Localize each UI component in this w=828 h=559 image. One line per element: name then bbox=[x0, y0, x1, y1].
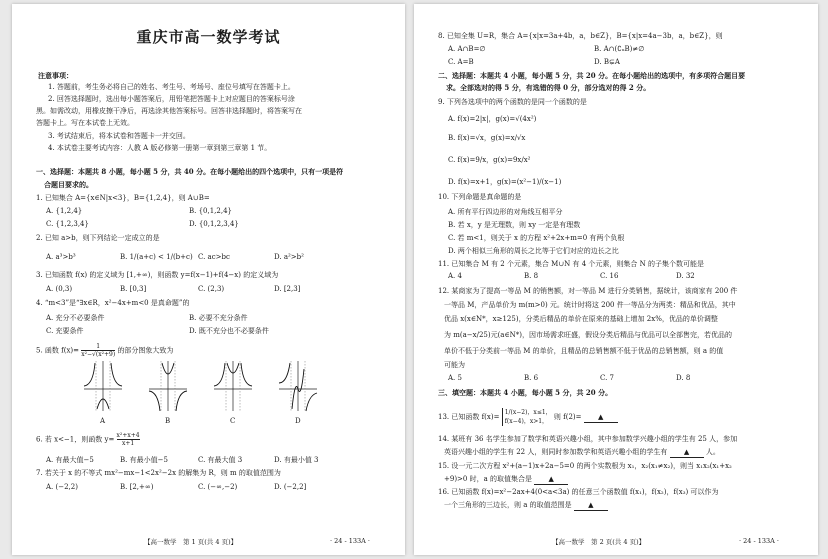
q7-option-a: A. (−2,2) bbox=[46, 483, 78, 491]
q3-option-b: B. [0,3] bbox=[120, 285, 147, 293]
section-1-heading: 一、选择题：本题共 8 小题，每小题 5 分，共 40 分。在每小题给出的四个选项中，只有一项是符 bbox=[36, 167, 344, 176]
q2-stem: 2. 已知 a>b，则下列结论一定成立的是 bbox=[36, 234, 160, 242]
q1-stem: 1. 已知集合 A={x∈N|x<3}，B={1,2,4}，则 A∪B= bbox=[36, 194, 210, 202]
page-2-footer: 【高一数学 第 2 页(共 4 页)】 bbox=[552, 538, 646, 546]
q7-stem: 7. 若关于 x 的不等式 mx²−mx−1<2x²−2x 的解集为 R，则 m 的取值范围为 bbox=[36, 469, 281, 477]
q1-option-c: C. {1,2,3,4} bbox=[46, 220, 89, 228]
q9-option-a: A. f(x)=2|x|，g(x)=√(4x²) bbox=[448, 115, 537, 123]
q13-piece-1: 1/(x−2)，x≤1， bbox=[504, 409, 552, 416]
q11-option-c: C. 16 bbox=[600, 272, 619, 280]
q6-stem-prefix: 6. 若 x<−1，则函数 y= bbox=[36, 435, 115, 444]
notice-heading: 注意事项： bbox=[38, 71, 73, 80]
q2-option-a: A. a³>b³ bbox=[46, 253, 76, 261]
q4-option-d: D. 既不充分也不必要条件 bbox=[189, 327, 269, 335]
notice-line: 4. 本试卷主要考试内容：人教 A 版必修第一册第一章到第三章第 1 节。 bbox=[48, 144, 272, 152]
q3-option-a: A. (0,3) bbox=[46, 285, 73, 293]
q9-option-d: D. f(x)=x+1，g(x)=(x²−1)/(x−1) bbox=[448, 178, 562, 186]
q13-piece-2: f(x−4)，x>1， bbox=[504, 418, 549, 425]
q14-tail: 人。 bbox=[705, 448, 720, 456]
q3-option-c: C. (2,3) bbox=[198, 285, 225, 293]
q6-fraction bbox=[117, 432, 140, 447]
notice-line: 1. 答题前，考生务必将自己的姓名、考生号、考场号、座位号填写在答题卡上。 bbox=[48, 83, 295, 91]
q5-frac-num: 1 bbox=[81, 343, 115, 351]
q6-frac-num: x²+x+4 bbox=[116, 432, 140, 439]
q12-line: 可能为 bbox=[444, 361, 465, 369]
q5-stem-prefix: 5. 函数 f(x)= bbox=[36, 346, 79, 355]
q13-stem-suffix: 则 f(2)= bbox=[553, 413, 582, 421]
q2-option-d: D. a²>b² bbox=[274, 253, 304, 261]
q4-option-b: B. 必要不充分条件 bbox=[189, 314, 248, 322]
q6-option-a: A. 有最大值−5 bbox=[46, 456, 94, 464]
q15-line-2-text: +9)>0 时，a 的取值集合是 bbox=[444, 475, 532, 483]
q13-stem-prefix: 13. 已知函数 f(x)= bbox=[438, 413, 500, 421]
q6-stem bbox=[36, 432, 140, 447]
q6-option-c: C. 有最大值 3 bbox=[198, 456, 243, 464]
q6-option-b: B. 有最小值−5 bbox=[120, 456, 168, 464]
section-2-heading-cont: 求。全部选对的得 5 分，有选错的得 0 分，部分选对的得 2 分。 bbox=[446, 83, 651, 92]
q14-line-2 bbox=[444, 448, 720, 458]
q11-stem: 11. 已知集合 M 有 2 个元素，集合 M∪N 有 4 个元素，则集合 N 的子集个数可能是 bbox=[438, 260, 704, 268]
q14-line-2-text: 英语兴趣小组的学生有 22 人，则同时参加数学和英语兴趣小组的学生有 bbox=[444, 448, 668, 456]
q1-option-b: B. {0,1,2,4} bbox=[189, 207, 232, 215]
exam-page-2 bbox=[414, 4, 818, 555]
q9-option-b: B. f(x)=√x，g(x)=x/√x bbox=[448, 134, 526, 142]
section-1-heading-cont: 合题目要求的。 bbox=[44, 180, 93, 189]
q11-option-b: B. 8 bbox=[524, 272, 539, 280]
q13-stem bbox=[438, 408, 618, 426]
q5-graph-label-b: B bbox=[165, 417, 171, 425]
q2-option-c: C. ac>bc bbox=[198, 253, 230, 261]
q5-frac-den: x²−√(x²+9) bbox=[81, 351, 116, 358]
notice-line: 答题卡上。写在本试卷上无效。 bbox=[36, 119, 134, 127]
q12-option-d: D. 8 bbox=[676, 374, 691, 382]
q9-stem: 9. 下列各选项中的两个函数的是同一个函数的是 bbox=[438, 98, 587, 106]
q12-line: 12. 某商家为了提高一等品 M 的销售额，对一等品 M 进行分类销售，据统计，该商家有 200 件 bbox=[438, 287, 738, 295]
q6-option-d: D. 有最小值 3 bbox=[274, 456, 319, 464]
exam-title: 重庆市高一数学考试 bbox=[136, 28, 281, 46]
q14-line: 14. 某班有 36 名学生参加了数学和英语兴趣小组，其中参加数学兴趣小组的学生有 25 人，参加 bbox=[438, 435, 738, 443]
q16-line: 16. 已知函数 f(x)=x²−2ax+4(0<a<3a) 的任意三个函数值 f(x₁)，f(x₂)，f(x₃) 可以作为 bbox=[438, 488, 719, 496]
q7-option-d: D. (−2,2] bbox=[274, 483, 307, 491]
section-2-heading: 二、选择题：本题共 4 小题，每小题 5 分，共 20 分。在每小题给出的选项中，有多项符合题目要 bbox=[438, 71, 746, 80]
notice-line: 2. 回答选择题时，选出每小题答案后，用铅笔把答题卡上对应题目的答案标号涂 bbox=[48, 95, 295, 103]
q16-answer-blank: ▲ bbox=[574, 501, 608, 511]
q5-stem bbox=[36, 343, 173, 358]
q15-line-2 bbox=[444, 475, 568, 485]
section-3-heading: 三、填空题：本题共 4 小题，每小题 5 分，共 20 分。 bbox=[438, 388, 613, 397]
q4-option-c: C. 充要条件 bbox=[46, 327, 84, 335]
q2-option-b: B. 1/(a+c) < 1/(b+c) bbox=[120, 253, 193, 261]
q5-graph-c bbox=[212, 359, 254, 413]
q8-option-a: A. A∩B=∅ bbox=[448, 45, 486, 53]
q5-graph-a bbox=[82, 359, 124, 413]
q4-stem: 4. “m<3”是“∃x∈R，x²−4x+m<0 是真命题”的 bbox=[36, 299, 190, 307]
q8-option-c: C. A=B bbox=[448, 58, 474, 66]
q8-stem: 8. 已知全集 U=R，集合 A={x|x=3a+4b，a，b∈Z}，B={x|x=4a−3b，a，b∈Z}，则 bbox=[438, 32, 723, 40]
page-1-footer: 【高一数学 第 1 页(共 4 页)】 bbox=[144, 538, 238, 546]
q5-graph-label-c: C bbox=[230, 417, 236, 425]
q1-option-d: D. {0,1,2,3,4} bbox=[189, 220, 239, 228]
q13-piecewise bbox=[502, 408, 552, 426]
q5-graph-label-d: D bbox=[295, 417, 301, 425]
q12-option-c: C. 7 bbox=[600, 374, 615, 382]
exam-page-1 bbox=[12, 4, 405, 555]
q10-option-d: D. 两个相似三角形的周长之比等于它们对应的边长之比 bbox=[448, 247, 619, 255]
q12-line: 一等品 M，产品单价为 m(m>0) 元。统计时将这 200 件一等品分为两类：精品和优品，其中 bbox=[444, 301, 736, 309]
q10-option-b: B. 若 x，y 是无理数，则 xy 一定是有理数 bbox=[448, 221, 581, 229]
q3-stem: 3. 已知函数 f(x) 的定义域为 [1,+∞)，则函数 y=f(x−1)+f(4−x) 的定义域为 bbox=[36, 271, 279, 279]
q8-option-b: B. A∩(∁ᵤB)≠∅ bbox=[594, 45, 645, 53]
q3-option-d: D. [2,3] bbox=[274, 285, 301, 293]
q12-line: 优品 x(x∈N*，x≥125)，分类后精品的单价在原来的基础上增加 2x%，优品的单价调整 bbox=[444, 315, 718, 323]
q12-line: 为 m(a−x/25)元(a∈N*)，因市场需求旺盛，假设分类后精品与优品可以全部售完，若优品的 bbox=[444, 331, 733, 339]
q10-option-c: C. 若 m<1，则关于 x 的方程 x²+2x+m=0 有两个负根 bbox=[448, 234, 625, 242]
q12-option-b: B. 6 bbox=[524, 374, 539, 382]
notice-line: 3. 考试结束后，将本试卷和答题卡一并交回。 bbox=[48, 132, 190, 140]
q11-option-a: A. 4 bbox=[448, 272, 462, 280]
q16-line-2-text: 一个三角形的三边长，则 a 的取值范围是 bbox=[444, 501, 572, 509]
notice-line: 黑。如需改动，用橡皮擦干净后，再选涂其他答案标号。回答非选择题时，将答案写在 bbox=[36, 107, 302, 115]
q15-line: 15. 设一元二次方程 x²+(a−1)x+2a−5=0 的两个实数根为 x₁，x₂(x₁≠x₂)，则当 x₁x₂(x₁+x₂ bbox=[438, 462, 732, 470]
page-1-code: · 24 - 133A · bbox=[330, 537, 370, 545]
q1-option-a: A. {1,2,4} bbox=[46, 207, 83, 215]
q8-option-d: D. B⊊A bbox=[594, 58, 620, 66]
q15-answer-blank: ▲ bbox=[534, 475, 568, 485]
q7-option-b: B. [2,+∞) bbox=[120, 483, 154, 491]
q10-stem: 10. 下列命题是真命题的是 bbox=[438, 193, 522, 201]
q5-graph-label-a: A bbox=[100, 417, 106, 425]
q5-graph-d bbox=[277, 359, 319, 413]
q10-option-a: A. 所有平行四边形的对角线互相平分 bbox=[448, 208, 563, 216]
page-2-code: · 24 - 133A · bbox=[739, 537, 779, 545]
q11-option-d: D. 32 bbox=[676, 272, 695, 280]
q12-line: 单价不低于分类前一等品 M 的单价，且精品的总销售额不低于优品的总销售额，则 a 的值 bbox=[444, 347, 724, 355]
q7-option-c: C. (−∞,−2) bbox=[198, 483, 238, 491]
q16-line-2 bbox=[444, 501, 608, 511]
q14-answer-blank: ▲ bbox=[670, 448, 704, 458]
q5-stem-suffix: 的部分图象大致为 bbox=[117, 346, 174, 355]
q5-graph-b bbox=[147, 359, 189, 413]
q6-frac-den: x+1 bbox=[121, 440, 135, 447]
q12-option-a: A. 5 bbox=[448, 374, 462, 382]
q5-fraction bbox=[81, 343, 115, 358]
q4-option-a: A. 充分不必要条件 bbox=[46, 314, 105, 322]
q9-option-c: C. f(x)=9/x，g(x)=9x/x² bbox=[448, 156, 531, 164]
q13-answer-blank: ▲ bbox=[584, 413, 618, 423]
